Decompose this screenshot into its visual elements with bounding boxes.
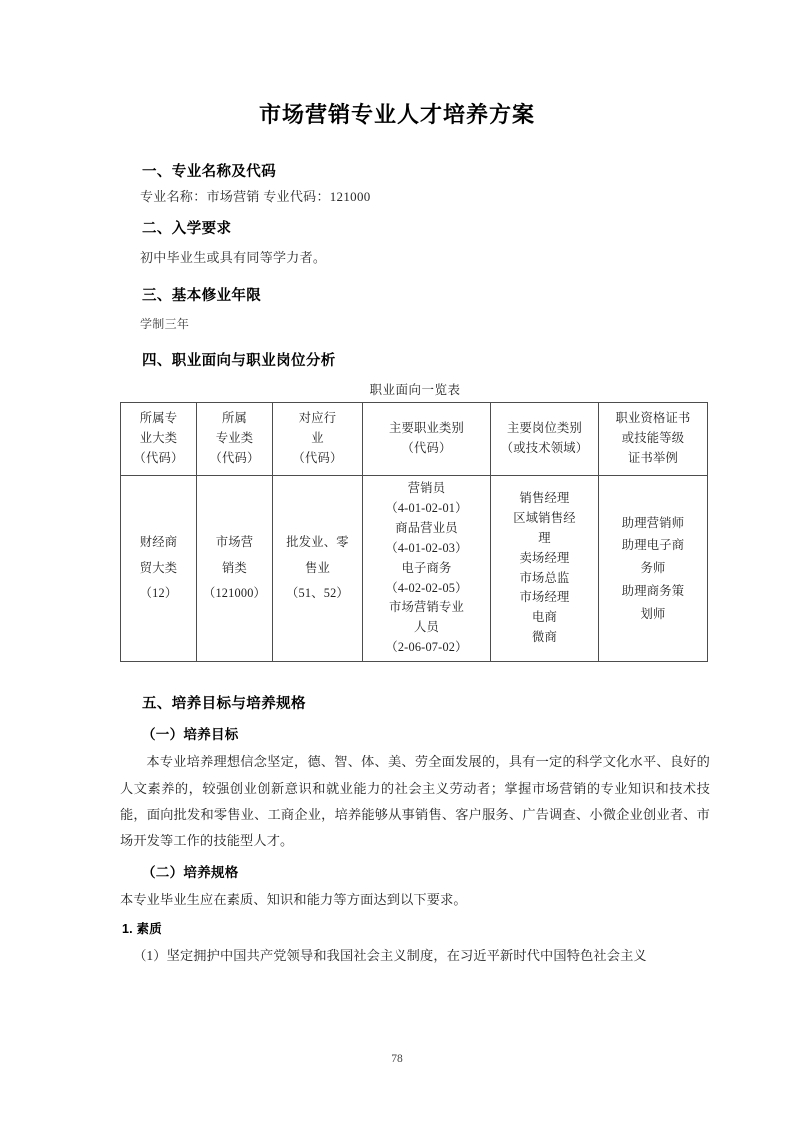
cell-line: 微商 — [532, 630, 557, 645]
cell-line: 专业类 — [215, 431, 254, 446]
table-header-cell-4 — [363, 403, 491, 476]
table-caption: 职业面向一览表 — [369, 383, 461, 398]
section-3-line: 学制三年 — [140, 317, 190, 332]
section-1-line: 专业名称：市场营销 专业代码：121000 — [140, 189, 371, 204]
job-orientation-table — [120, 402, 708, 662]
table-cell-occupation-types — [363, 476, 491, 662]
cell-line: （4-01-02-03） — [385, 540, 468, 555]
cell-line: （121000） — [202, 586, 267, 601]
cell-line: （代码） — [209, 451, 260, 466]
cell-line: （12） — [139, 586, 178, 601]
cell-line: 助理电子商 — [621, 538, 685, 553]
cell-line: 人员 — [414, 620, 439, 635]
cell-line: 卖场经理 — [519, 550, 570, 565]
cell-line: 贸大类 — [139, 560, 178, 575]
cell-line: 批发业、零 — [286, 534, 349, 549]
table-cell-industry — [273, 476, 363, 662]
table-row — [121, 476, 708, 662]
cell-line: 业大类 — [139, 431, 178, 446]
cell-line: 所属专 — [139, 411, 178, 426]
section-heading-3: 三、基本修业年限 — [142, 288, 262, 305]
cell-line: 市场总监 — [519, 570, 570, 585]
section-heading-2: 二、入学要求 — [142, 221, 232, 238]
cell-line: 主要岗位类别 — [507, 421, 582, 436]
cell-line: 助理商务策 — [621, 583, 685, 598]
spacer — [120, 238, 710, 248]
spacer — [120, 713, 710, 723]
table-header-cell-1 — [121, 403, 197, 476]
cell-line: （代码） — [292, 451, 343, 466]
spacer — [120, 305, 710, 315]
table-cell-position-types — [491, 476, 599, 662]
cell-line: 对应行 — [298, 411, 337, 426]
spacer — [120, 662, 710, 692]
cell-line: 划师 — [640, 606, 666, 621]
subsection-heading-5-1: （一）培养目标 — [142, 727, 239, 743]
spacer — [120, 207, 710, 217]
table-cell-major-category — [121, 476, 197, 662]
table-header-cell-2 — [197, 403, 273, 476]
page-title: 市场营销专业人才培养方案 — [258, 102, 535, 127]
cell-line: 市场营销专业 — [389, 600, 464, 615]
item-heading-quality: 1. 素质 — [122, 922, 162, 937]
document-body — [120, 160, 710, 970]
cell-line: 财经商 — [139, 534, 178, 549]
cell-line: 区域销售经 — [513, 510, 576, 525]
cell-line: 主要职业类别 — [389, 421, 464, 436]
section-heading-4: 四、职业面向与职业岗位分析 — [142, 353, 336, 370]
cell-line: 市场营 — [215, 534, 254, 549]
subsection-heading-5-2: （二）培养规格 — [142, 864, 239, 880]
cell-line: 业 — [311, 431, 324, 446]
cell-line: 商品营业员 — [395, 520, 458, 535]
cell-line: （代码） — [133, 451, 184, 466]
cell-line: 职业资格证书 — [615, 411, 691, 426]
training-objective-paragraph: 本专业培养理想信念坚定，德、智、体、美、劳全面发展的，具有一定的科学文化水平、良好的人文素养的，较强创业创新意识和就业能力的社会主义劳动者；掌握市场营销的专业知识和技术技能，面向批发和零售业、工商企业，培养能够从事销售、客户服务、广告调查、小微企业创业者、市场开发等工作的技能型人才。 — [120, 754, 710, 849]
cell-line: 助理营销师 — [621, 515, 685, 530]
table-header-cell-5 — [491, 403, 599, 476]
table-cell-major-class — [197, 476, 273, 662]
spacer — [120, 370, 710, 380]
quality-item-1: （1）坚定拥护中国共产党领导和我国社会主义制度，在习近平新时代中国特色社会主义 — [133, 948, 647, 964]
cell-line: 理 — [538, 530, 551, 545]
cell-line: 或技能等级 — [621, 431, 685, 446]
cell-line: 销售经理 — [519, 490, 570, 505]
section-heading-5: 五、培养目标与培养规格 — [142, 696, 306, 713]
table-header-row — [121, 403, 708, 476]
table-header-cell-3 — [273, 403, 363, 476]
training-spec-paragraph: 本专业毕业生应在素质、知识和能力等方面达到以下要求。 — [120, 891, 467, 907]
cell-line: 售业 — [305, 560, 330, 575]
cell-line: 证书举例 — [628, 451, 678, 466]
cell-line: 市场经理 — [519, 590, 570, 605]
cell-line: （4-01-02-01） — [385, 500, 468, 515]
section-heading-1: 一、专业名称及代码 — [142, 164, 277, 180]
cell-line: （4-02-02-05） — [385, 580, 468, 595]
cell-line: （2-06-07-02） — [385, 640, 468, 655]
cell-line: （或技术领域） — [500, 441, 589, 456]
cell-line: （51、52） — [286, 586, 349, 601]
spacer — [120, 268, 710, 284]
cell-line: （代码） — [401, 441, 452, 456]
table-header-cell-6 — [599, 403, 708, 476]
spacer — [120, 333, 710, 349]
cell-line: 所属 — [222, 411, 247, 426]
cell-line: 营销员 — [407, 481, 446, 495]
section-2-line: 初中毕业生或具有同等学力者。 — [140, 250, 327, 266]
cell-line: 电子商务 — [401, 560, 452, 575]
page-number: 78 — [391, 1053, 403, 1065]
cell-line: 务师 — [640, 561, 666, 576]
table-cell-certificates — [599, 476, 708, 662]
cell-line: 电商 — [532, 610, 557, 625]
cell-line: 销类 — [222, 560, 247, 575]
